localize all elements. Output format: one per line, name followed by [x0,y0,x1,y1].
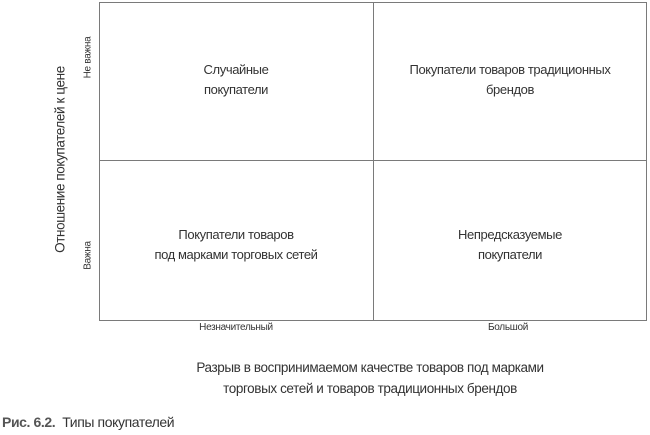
quadrant-text: покупатели [203,82,269,97]
x-axis-right-label: Большой [487,322,529,333]
horizontal-divider [99,160,646,161]
vertical-divider [373,2,374,320]
quadrant-text: под марками торговых сетей [154,247,318,262]
quadrant-bottom-left [100,225,372,265]
caption-number: Рис. 6.2. [2,414,56,430]
x-axis-left-label: Незначительный [199,322,273,333]
quadrant-text: брендов [485,82,534,97]
quadrant-text: Покупатели товаров традиционных [409,62,611,77]
quadrant-top-left [100,60,372,100]
y-axis-title: Отношение покупателей к цене [52,66,68,253]
quadrant-text: Покупатели товаров [178,227,294,242]
x-axis-title-line: Разрыв в воспринимаемом качестве товаров под марками [196,360,544,375]
y-axis-bottom-label: Важна [82,241,94,270]
quadrant-text: Случайные [203,62,269,77]
x-axis-title [150,357,590,399]
quadrant-text: Непредсказуемые [458,227,562,242]
figure-caption [2,414,174,430]
y-axis-top-label: Не важна [82,36,94,79]
quadrant-top-right [374,60,646,100]
quadrant-text: покупатели [477,247,543,262]
quadrant-bottom-right [374,225,646,265]
x-axis-title-line: торговых сетей и товаров традиционных брендов [223,381,517,396]
caption-text: Типы покупателей [62,414,175,430]
